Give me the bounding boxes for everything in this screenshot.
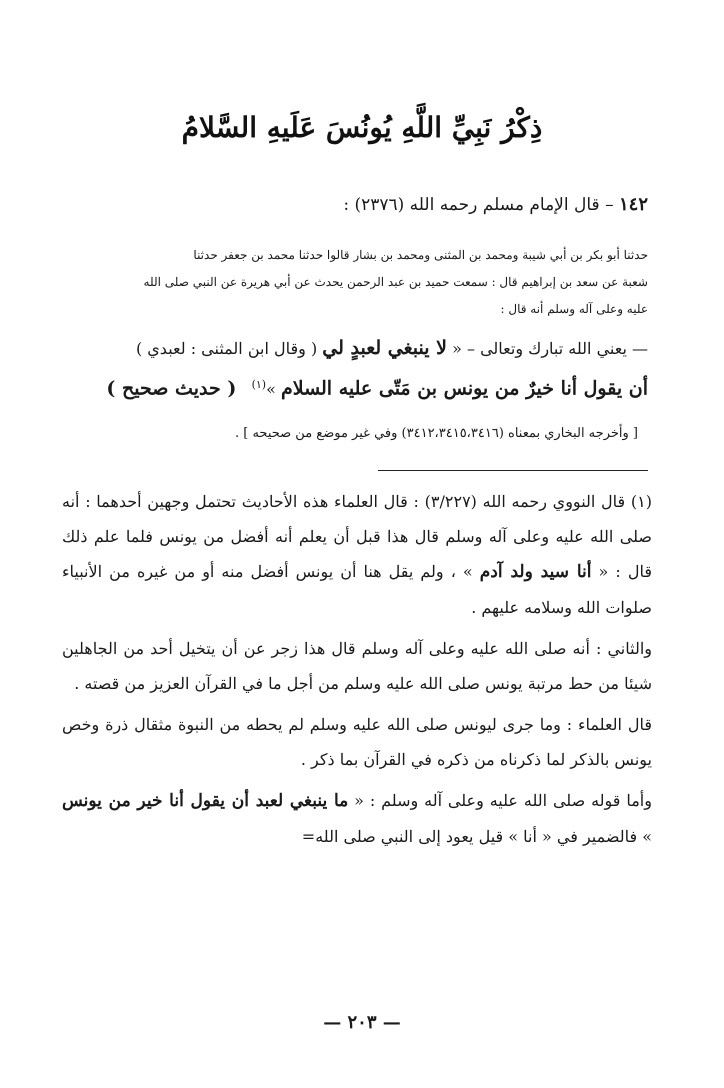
isnad-block — [73, 242, 648, 323]
footnote-text: » ، ولم يقل هنا أن يونس أفضل منه أو من غيره من الأنبياء صلوات الله وسلامه عليهم . — [62, 562, 652, 617]
footnote-text: وأما قوله صلى الله عليه وعلى آله وسلم : « — [348, 791, 652, 810]
footnote-text: (١) قال النووي رحمه الله (٣/٢٢٧) : قال العلماء هذه الأحاديث تحتمل وجهين أحدهما : أنه صلى الله عليه وعلى آله وسلم قال هذا قبل أن يعلم أنه أفضل من يونس فلما علم ذلك قال : « — [62, 492, 653, 581]
isnad-line: شعبة عن سعد بن إبراهيم قال : سمعت حميد بن عبد الرحمن يحدث عن أبي هريرة عن النبي صلى الله — [143, 275, 648, 289]
matn-bold: أن يقول أنا خيرٌ من يونس بن مَتّى عليه السلام — [280, 377, 648, 400]
chapter-title: ذِكْرُ نَبِيِّ اللَّهِ يُونُسَ عَلَيهِ السَّلامُ — [181, 111, 543, 144]
footnote-bold: أنا سيد ولد آدم — [479, 562, 592, 582]
matn-line — [68, 330, 648, 367]
footnote-paragraph: والثاني : أنه صلى الله عليه وعلى آله وسلم قال هذا زجر عن أن يتخيل أحد من الجاهلين شيئا من حط مرتبة يونس صلى الله عليه وسلم من أجل ما في القرآن العزيز من قصته . — [62, 639, 652, 693]
page-number: — ٢٠٣ — — [323, 1012, 401, 1033]
footnote-paragraph: قال العلماء : وما جرى ليونس صلى الله عليه وسلم لم يحطه من النبوة مثقال ذرة وخص يونس بالذكر لما ذكرناه من ذكره في القرآن بما ذكر . — [62, 715, 652, 769]
matn-bold: لا ينبغي لعبدٍ لي — [322, 337, 448, 359]
footnote-paragraph — [62, 783, 652, 854]
takhrij-line: [ وأخرجه البخاري بمعناه (٣٤١٢،٣٤١٥،٣٤١٦) وفي غير موضع من صحيحه ] . — [234, 426, 638, 441]
footnote-reference: (١) — [251, 378, 267, 391]
hadith-heading — [68, 190, 648, 220]
hadith-dash: – — [605, 195, 614, 215]
matn-text: — يعني الله تبارك وتعالى – « — [447, 339, 648, 358]
footnote-bold: ما ينبغي لعبد أن يقول أنا خير من يونس — [62, 791, 349, 811]
footnote-paragraph — [62, 484, 652, 625]
matn-block — [68, 330, 648, 407]
footnotes — [62, 484, 652, 860]
matn-line — [68, 367, 648, 407]
isnad-line: عليه وعلى آله وسلم أنه قال : — [500, 302, 648, 316]
hadith-source: قال الإمام مسلم رحمه الله (٢٣٧٦) : — [343, 195, 600, 215]
hadith-grade: ( حديث صحيح ) — [106, 377, 237, 400]
matn-text: ( وقال ابن المثنى : لعبدي ) — [135, 339, 323, 358]
matn-quote-close: » — [266, 379, 281, 399]
footnote-separator — [378, 470, 648, 471]
hadith-number: ١٤٢ — [618, 194, 648, 215]
footnote-text: » فالضمير في « أنا » قيل يعود إلى النبي صلى الله= — [301, 827, 652, 846]
isnad-line: حدثنا أبو بكر بن أبي شيبة ومحمد بن المثنى ومحمد بن بشار قالوا حدثنا محمد بن جعفر حدثنا — [193, 248, 648, 262]
